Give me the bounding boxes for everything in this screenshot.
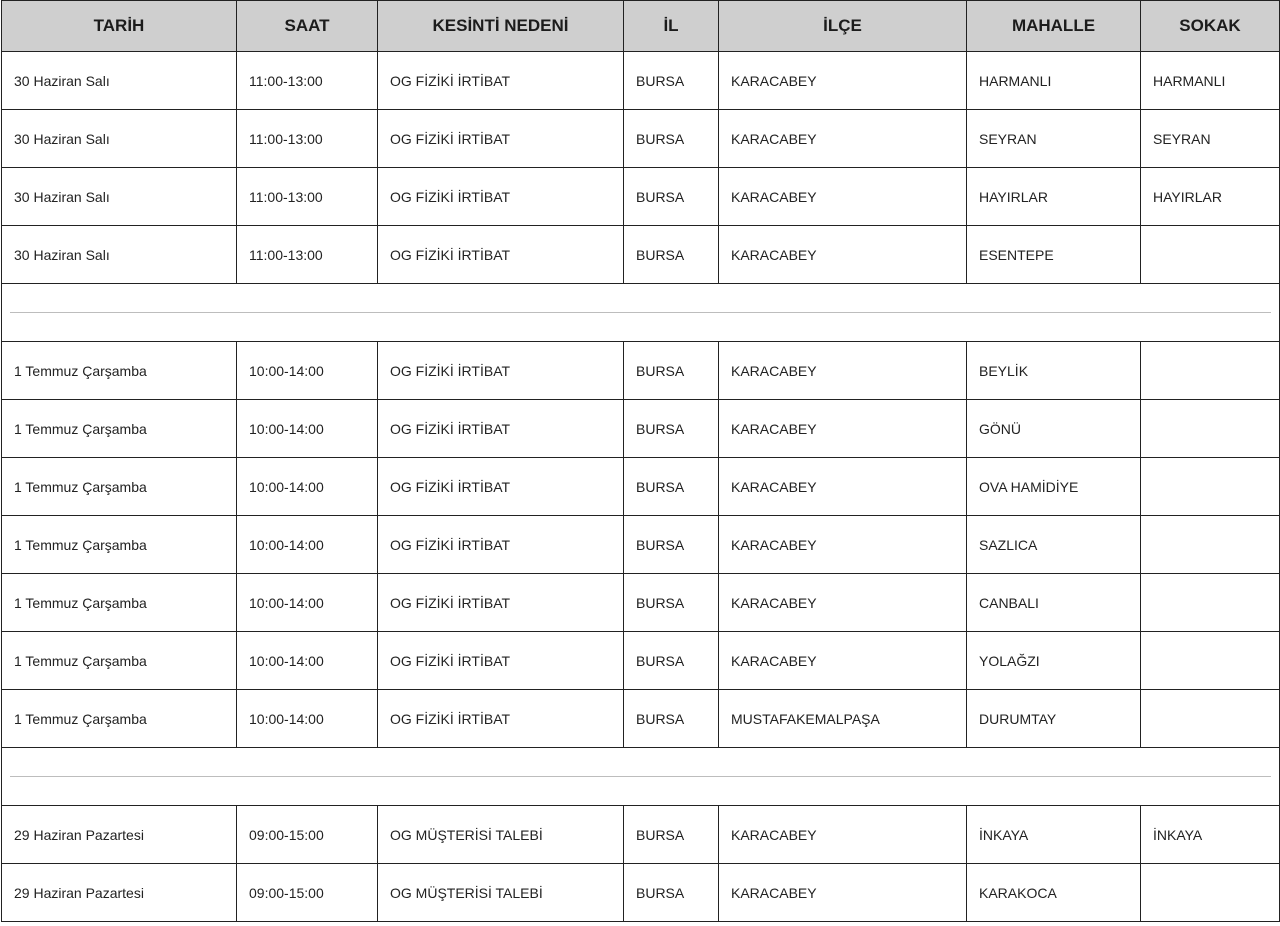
header-tarih: TARİH <box>2 1 237 52</box>
table-row <box>2 342 1280 400</box>
neighborhood-cell: OVA HAMİDİYE <box>967 458 1141 516</box>
date-cell: 30 Haziran Salı <box>2 110 237 168</box>
table-row <box>2 690 1280 748</box>
table-row <box>2 52 1280 110</box>
reason-cell: OG FİZİKİ İRTİBAT <box>378 110 624 168</box>
neighborhood-cell: BEYLİK <box>967 342 1141 400</box>
table-row <box>2 458 1280 516</box>
date-cell: 1 Temmuz Çarşamba <box>2 574 237 632</box>
reason-cell: OG MÜŞTERİSİ TALEBİ <box>378 864 624 922</box>
header-saat: SAAT <box>237 1 378 52</box>
reason-cell: OG FİZİKİ İRTİBAT <box>378 168 624 226</box>
street-cell <box>1141 864 1280 922</box>
table-row <box>2 632 1280 690</box>
header-sokak: SOKAK <box>1141 1 1280 52</box>
time-cell: 11:00-13:00 <box>237 226 378 284</box>
separator-line <box>10 776 1271 777</box>
reason-cell: OG FİZİKİ İRTİBAT <box>378 342 624 400</box>
neighborhood-cell: ESENTEPE <box>967 226 1141 284</box>
separator-row <box>2 284 1280 342</box>
header-il: İL <box>624 1 719 52</box>
header-mahalle: MAHALLE <box>967 1 1141 52</box>
separator-line <box>10 312 1271 313</box>
table-row <box>2 516 1280 574</box>
neighborhood-cell: SAZLICA <box>967 516 1141 574</box>
time-cell: 10:00-14:00 <box>237 690 378 748</box>
reason-cell: OG FİZİKİ İRTİBAT <box>378 690 624 748</box>
street-cell <box>1141 342 1280 400</box>
time-cell: 11:00-13:00 <box>237 110 378 168</box>
district-cell: KARACABEY <box>719 864 967 922</box>
neighborhood-cell: İNKAYA <box>967 806 1141 864</box>
separator-cell <box>2 284 1280 342</box>
province-cell: BURSA <box>624 52 719 110</box>
province-cell: BURSA <box>624 806 719 864</box>
province-cell: BURSA <box>624 400 719 458</box>
time-cell: 10:00-14:00 <box>237 632 378 690</box>
table-row <box>2 110 1280 168</box>
table-row <box>2 864 1280 922</box>
district-cell: KARACABEY <box>719 516 967 574</box>
time-cell: 11:00-13:00 <box>237 52 378 110</box>
date-cell: 29 Haziran Pazartesi <box>2 806 237 864</box>
reason-cell: OG FİZİKİ İRTİBAT <box>378 226 624 284</box>
time-cell: 10:00-14:00 <box>237 516 378 574</box>
district-cell: KARACABEY <box>719 226 967 284</box>
district-cell: KARACABEY <box>719 632 967 690</box>
district-cell: KARACABEY <box>719 168 967 226</box>
reason-cell: OG FİZİKİ İRTİBAT <box>378 574 624 632</box>
header-row <box>2 1 1280 52</box>
table-row <box>2 574 1280 632</box>
district-cell: KARACABEY <box>719 110 967 168</box>
street-cell: HAYIRLAR <box>1141 168 1280 226</box>
time-cell: 10:00-14:00 <box>237 342 378 400</box>
street-cell <box>1141 458 1280 516</box>
street-cell <box>1141 400 1280 458</box>
neighborhood-cell: HARMANLI <box>967 52 1141 110</box>
province-cell: BURSA <box>624 864 719 922</box>
province-cell: BURSA <box>624 458 719 516</box>
street-cell: İNKAYA <box>1141 806 1280 864</box>
time-cell: 10:00-14:00 <box>237 574 378 632</box>
street-cell <box>1141 516 1280 574</box>
time-cell: 10:00-14:00 <box>237 400 378 458</box>
province-cell: BURSA <box>624 632 719 690</box>
district-cell: KARACABEY <box>719 342 967 400</box>
date-cell: 1 Temmuz Çarşamba <box>2 342 237 400</box>
date-cell: 1 Temmuz Çarşamba <box>2 632 237 690</box>
header-kesinti-nedeni: KESİNTİ NEDENİ <box>378 1 624 52</box>
table-row <box>2 226 1280 284</box>
table-row <box>2 400 1280 458</box>
street-cell <box>1141 574 1280 632</box>
reason-cell: OG FİZİKİ İRTİBAT <box>378 400 624 458</box>
date-cell: 1 Temmuz Çarşamba <box>2 400 237 458</box>
district-cell: KARACABEY <box>719 52 967 110</box>
reason-cell: OG FİZİKİ İRTİBAT <box>378 632 624 690</box>
neighborhood-cell: DURUMTAY <box>967 690 1141 748</box>
table-row <box>2 168 1280 226</box>
reason-cell: OG FİZİKİ İRTİBAT <box>378 458 624 516</box>
district-cell: KARACABEY <box>719 400 967 458</box>
date-cell: 1 Temmuz Çarşamba <box>2 516 237 574</box>
street-cell <box>1141 632 1280 690</box>
neighborhood-cell: HAYIRLAR <box>967 168 1141 226</box>
province-cell: BURSA <box>624 574 719 632</box>
date-cell: 29 Haziran Pazartesi <box>2 864 237 922</box>
date-cell: 30 Haziran Salı <box>2 52 237 110</box>
power-outage-table <box>1 0 1280 922</box>
date-cell: 1 Temmuz Çarşamba <box>2 690 237 748</box>
reason-cell: OG FİZİKİ İRTİBAT <box>378 52 624 110</box>
time-cell: 09:00-15:00 <box>237 864 378 922</box>
district-cell: MUSTAFAKEMALPAŞA <box>719 690 967 748</box>
date-cell: 30 Haziran Salı <box>2 226 237 284</box>
district-cell: KARACABEY <box>719 458 967 516</box>
street-cell <box>1141 690 1280 748</box>
table-header <box>2 1 1280 52</box>
street-cell: SEYRAN <box>1141 110 1280 168</box>
neighborhood-cell: YOLAĞZI <box>967 632 1141 690</box>
district-cell: KARACABEY <box>719 806 967 864</box>
separator-row <box>2 748 1280 806</box>
neighborhood-cell: KARAKOCA <box>967 864 1141 922</box>
time-cell: 11:00-13:00 <box>237 168 378 226</box>
district-cell: KARACABEY <box>719 574 967 632</box>
table-row <box>2 806 1280 864</box>
time-cell: 10:00-14:00 <box>237 458 378 516</box>
neighborhood-cell: SEYRAN <box>967 110 1141 168</box>
province-cell: BURSA <box>624 110 719 168</box>
street-cell: HARMANLI <box>1141 52 1280 110</box>
table-body <box>2 52 1280 922</box>
reason-cell: OG FİZİKİ İRTİBAT <box>378 516 624 574</box>
separator-cell <box>2 748 1280 806</box>
street-cell <box>1141 226 1280 284</box>
neighborhood-cell: CANBALI <box>967 574 1141 632</box>
date-cell: 30 Haziran Salı <box>2 168 237 226</box>
province-cell: BURSA <box>624 168 719 226</box>
date-cell: 1 Temmuz Çarşamba <box>2 458 237 516</box>
header-ilce: İLÇE <box>719 1 967 52</box>
time-cell: 09:00-15:00 <box>237 806 378 864</box>
neighborhood-cell: GÖNÜ <box>967 400 1141 458</box>
reason-cell: OG MÜŞTERİSİ TALEBİ <box>378 806 624 864</box>
province-cell: BURSA <box>624 516 719 574</box>
province-cell: BURSA <box>624 226 719 284</box>
province-cell: BURSA <box>624 690 719 748</box>
province-cell: BURSA <box>624 342 719 400</box>
